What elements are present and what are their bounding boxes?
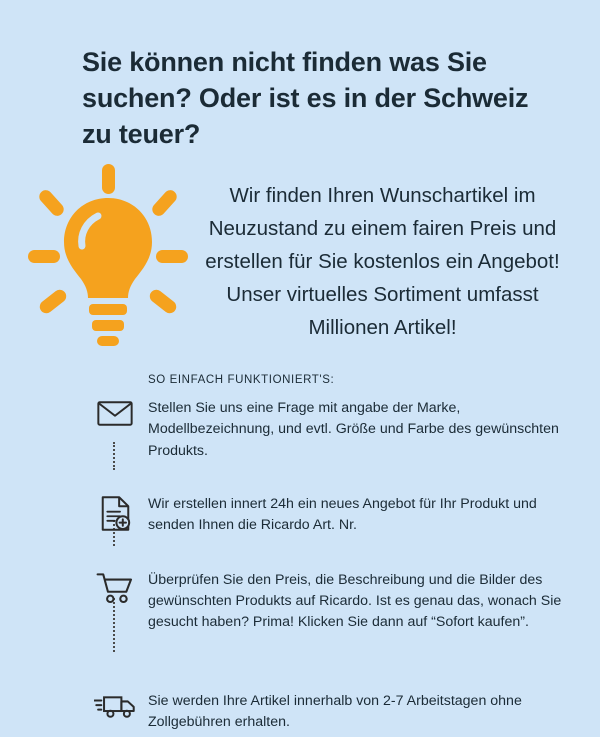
- document-add-icon: [82, 494, 148, 531]
- delivery-truck-icon: [82, 691, 148, 719]
- list-item-label: Überprüfen Sie den Preis, die Beschreibung und die Bilder des gewünschten Produkts auf Ricardo. Ist es genau das, wonach Sie gesucht haben? Prima! Klicken Sie dann auf “Sofort kaufen”.: [148, 571, 562, 631]
- intro-section: [0, 158, 600, 368]
- list-item-label: Wir erstellen innert 24h ein neues Angebot für Ihr Produkt und senden Ihnen die Ricardo Art. Nr.: [148, 495, 537, 534]
- steps-title: SO EINFACH FUNKTIONIERT'S:: [148, 374, 335, 386]
- intro-text: Wir finden Ihren Wunschartikel im Neuzustand zu einem fairen Preis und erstellen für Sie kostenlos ein Angebot! Unser virtuelles Sortiment umfasst Millionen Artikel!: [205, 183, 560, 340]
- page-title: Sie können nicht finden was Sie suchen? Oder ist es in der Schweiz zu teuer?: [82, 47, 529, 150]
- list-item: [0, 691, 600, 737]
- envelope-icon: [82, 398, 148, 427]
- lightbulb-icon: [28, 164, 188, 349]
- list-item-label: Stellen Sie uns eine Frage mit angabe der Marke, Modellbezeichnung, und evtl. Größe und Farbe des gewünschten Produkts.: [148, 400, 559, 459]
- steps-list: [0, 398, 600, 737]
- list-item: [0, 570, 600, 634]
- list-item-label: Sie werden Ihre Artikel innerhalb von 2-7 Arbeitstagen ohne Zollgebühren erhalten.: [148, 692, 522, 731]
- shopping-cart-icon: [82, 570, 148, 604]
- list-item: [0, 398, 600, 462]
- list-item: [0, 494, 600, 540]
